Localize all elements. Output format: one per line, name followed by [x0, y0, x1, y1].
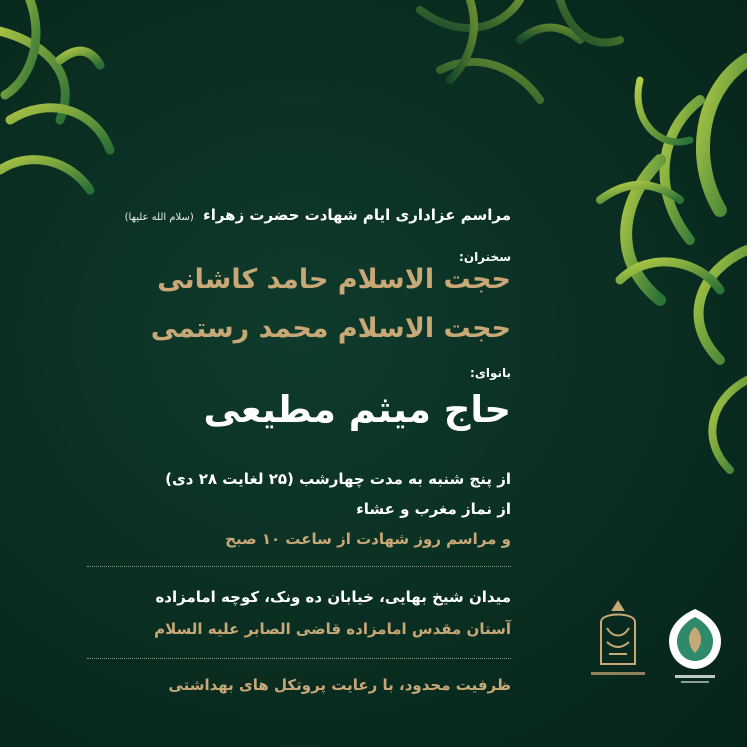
location-address: میدان شیخ بهایی، خیابان ده ونک، کوچه امامزاده [155, 588, 511, 606]
speakers-label: سخنران: [459, 250, 511, 264]
schedule-line-3: و مراسم روز شهادت از ساعت ۱۰ صبح [225, 530, 511, 548]
schedule-line-1: از پنج شنبه به مدت چهارشب (۲۵ لغایت ۲۸ دی) [165, 470, 511, 488]
location-venue: آستان مقدس امامزاده قاضی الصابر علیه السلام [154, 620, 511, 638]
divider [87, 566, 511, 567]
eulogist-name: حاج میثم مطیعی [203, 388, 511, 431]
schedule-line-2: از نماز مغرب و عشاء [356, 500, 511, 518]
speaker-name-2: حجت الاسلام محمد رستمی [150, 313, 511, 344]
event-title-main: مراسم عزاداری ایام شهادت حضرت زهراء [203, 206, 511, 224]
event-title [125, 206, 511, 224]
rose-emblem-logo [663, 605, 727, 691]
eulogist-label: بانوای: [470, 366, 511, 380]
notice-text: ظرفیت محدود، با رعایت پروتکل های بهداشتی [168, 676, 511, 694]
speaker-name-1: حجت الاسلام حامد کاشانی [157, 264, 511, 295]
divider [87, 658, 511, 659]
event-title-suffix: (سلام الله علیها) [124, 212, 194, 223]
seal-logo [583, 598, 653, 688]
